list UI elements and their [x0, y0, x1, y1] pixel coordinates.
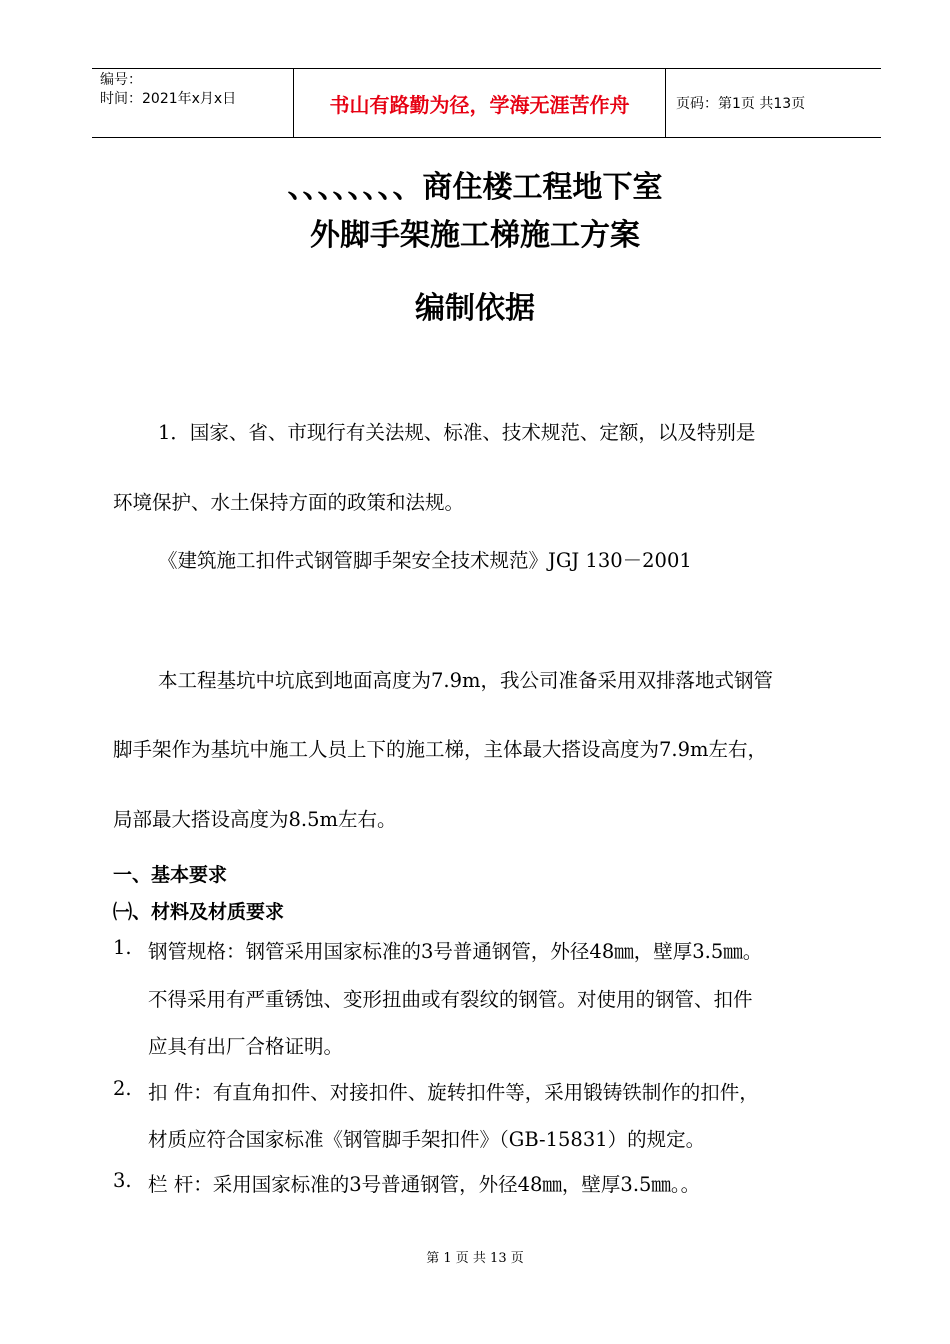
doc-title-line1: 、、、、、、、、商住楼工程地下室 — [287, 170, 663, 205]
header-time: 时间：2021年x月x日 — [100, 91, 237, 107]
list-item-line: 钢管规格：钢管采用国家标准的3号普通钢管，外径48㎜，壁厚3.5㎜。 — [148, 940, 763, 963]
section-heading-basic-requirements: 一、基本要求 — [113, 864, 228, 886]
page-footer: 第 1 页 共 13 页 — [426, 1251, 524, 1266]
header-meta — [92, 69, 293, 137]
overview-line3: 局部最大搭设高度为8.5m左右。 — [113, 808, 397, 831]
list-item-number: 2. — [113, 1077, 132, 1100]
list-item-number: 3. — [113, 1169, 132, 1192]
section-title-basis: 编制依据 — [415, 291, 535, 326]
header-motto: 书山有路勤为径，学海无涯苦作舟 — [293, 69, 666, 137]
header-page-info: 页码：第1页 共13页 — [676, 96, 806, 112]
page-header — [92, 68, 881, 138]
doc-title-line2: 外脚手架施工梯施工方案 — [310, 218, 640, 253]
overview-line2: 脚手架作为基坑中施工人员上下的施工梯，主体最大搭设高度为7.9m左右， — [113, 738, 768, 761]
list-item-number: 1. — [113, 936, 132, 959]
list-item-line: 材质应符合国家标准《钢管脚手架扣件》（GB-15831）的规定。 — [148, 1128, 706, 1151]
header-number: 编号： — [100, 72, 142, 88]
list-item-line: 不得采用有严重锈蚀、变形扭曲或有裂纹的钢管。对使用的钢管、扣件 — [148, 988, 753, 1011]
basis-para2: 《建筑施工扣件式钢管脚手架安全技术规范》JGJ 130－2001 — [158, 549, 692, 572]
list-item-line: 扣 件：有直角扣件、对接扣件、旋转扣件等，采用锻铸铁制作的扣件， — [148, 1081, 759, 1104]
list-item-line: 应具有出厂合格证明。 — [148, 1035, 344, 1058]
basis-para1-line2: 环境保护、水土保持方面的政策和法规。 — [113, 491, 465, 514]
list-item-line: 栏 杆：采用国家标准的3号普通钢管，外径48㎜，壁厚3.5㎜。。 — [148, 1173, 701, 1196]
overview-line1: 本工程基坑中坑底到地面高度为7.9m，我公司准备采用双排落地式钢管 — [158, 669, 774, 692]
subsection-heading-materials: ㈠、材料及材质要求 — [113, 901, 285, 923]
basis-para1-line1: 1．国家、省、市现行有关法规、标准、技术规范、定额，以及特别是 — [158, 421, 756, 444]
